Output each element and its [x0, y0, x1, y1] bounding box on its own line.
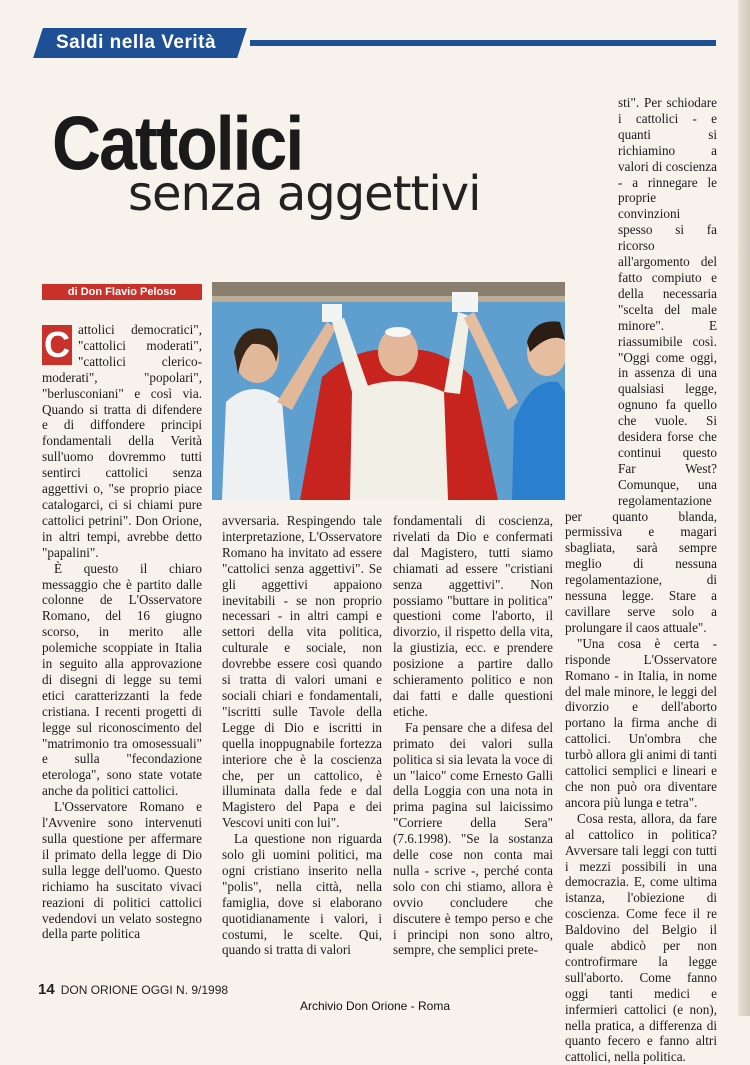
column-4 [565, 95, 717, 1065]
article-subtitle: senza aggettivi [128, 166, 481, 222]
paragraph: Cosa resta, allora, da fare al cattolico in politica? Avversare tali leggi con tutti i mezzi possibili in una democrazia. E, come ultima istanza, l'obiezione di coscienza. Come fece il re Baldovino del Belgio il quale abdicò per non controfirmare la legge sull'aborto. Come fanno oggi tanti medici e infermieri cattolici (e non), nella pratica, a differenza di quanto fecero e fanno altri cattolici, nella politica. [565, 810, 717, 1065]
article-photo [212, 282, 565, 500]
drop-cap: C [44, 324, 70, 365]
section-banner-label: Saldi nella Verità [56, 32, 217, 53]
paragraph: avversaria. Respingendo tale interpretazione, L'Osservatore Romano ha invitato ad essere "cattolici senza aggettivi". Se gli aggettivi appaiono inevitabili - se non proprio necessari - in altri campi e settori della vita politica, culturale e sociale, non dovrebbe essere così quando si tratta di valori umani e sociali chiari e fondamentali, "iscritti sulle Tavole della Legge di Dio e iscritti in quella inoppugnabile fortezza interiore che è la coscienza che, per un cattolico, è illuminata dalla fede e dal Magistero del Papa e dei Vescovi uniti con lui". [222, 513, 382, 831]
paragraph: fondamentali di coscienza, rivelati da Dio e confermati dal Magistero, tutti siamo chiamati ad essere "cristiani senza aggettivi". Non possiamo "buttare in politica" questioni come l'aborto, il divorzio, il rispetto della vita, la giustizia, ecc. e prendere posizione a partire dallo schieramento politico e non dai fatti e dalle questioni etiche. [393, 513, 553, 719]
publication-name: DON ORIONE OGGI N. 9/1998 [60, 983, 229, 997]
section-rule [250, 40, 716, 46]
text-wrap-spacer [565, 95, 618, 505]
column-2 [222, 513, 382, 958]
byline: di Don Flavio Peloso [42, 284, 202, 300]
archive-credit: Archivio Don Orione - Roma [299, 999, 451, 1013]
paragraph: attolici democratici", "cattolici moderati", "cattolici clerico-moderati", "popolari", "berlusconiani" e così via. Quando si tratta di difendere e di diffondere principi fondamentali della Verità sull'uomo dovremmo tutti sentirci cattolici senza aggettivi o, "se proprio piace catalogarci, ci si chiami pure cattolici petrini". Don Orione, in altri tempi, avrebbe detto "papalini". [42, 322, 202, 560]
article-title: Cattolici [52, 101, 303, 187]
photo-pope-with-youths [212, 282, 565, 500]
paragraph: È questo il chiaro messaggio che è partito dalle colonne de L'Osservatore Romano, del 16 giugno scorso, in merito alle polemiche scoppiate in Italia in seguito alla approvazione di disegni di legge su temi etici caratterizzanti la fede cristiana. I recenti progetti di legge sul riconoscimento del "matrimonio tra omosessuali" e sulla "fecondazione eterologa", sono state votate anche da politici cattolici. [42, 560, 202, 799]
paragraph: La questione non riguarda solo gli uomini politici, ma ogni cristiano inserito nella "polis", nella città, nella famiglia, dove si elaborano quotidianamente i valori, i costumi, le scelte. Qui, quando si tratta di valori [222, 831, 382, 958]
paragraph: "Una cosa è certa - risponde L'Osservatore Romano - in Italia, in nome del male minore, le leggi del divorzio e dell'aborto portano la firma anche di cattolici. Un'ombra che turbò allora gli animi di tanti cattolici semplici e lineari e che non può ora diventare ancora più lunga e tetra". [565, 635, 717, 810]
page-spine-shadow [738, 0, 750, 1016]
paragraph: sti". Per schiodare i cattolici - e quanti si richiamino a valori di coscienza - a rinnegare le proprie convinzioni spesso si fa ricorso all'argomento del fatto compiuto e della necessaria "scelta del male minore". E riassumibile così. "Oggi come oggi, in assenza di una qualsiasi legge, ognuno fa quello che vuole. Si desidera forse che continui questo Far West? Comunque, una regolamentazione per quanto blanda, permissiva e magari sbagliata, sarà sempre meglio di nessuna regolamentazione, di nessuna legge. Stare a cavillare serve solo a prolungare il caos attuale". [565, 95, 717, 635]
paragraph: L'Osservatore Romano e l'Avvenire sono intervenuti sulla questione per affermare il primato della legge di Dio sulla legge dell'uomo. Questo richiamo ha suscitato vivaci reazioni di politici cattolici vedendovi un velato sostegno della parte politica [42, 799, 202, 942]
page-number: 14 [38, 981, 55, 998]
section-banner [33, 28, 247, 58]
paragraph: Fa pensare che a difesa del primato dei valori sulla politica si sia levata la voce di un "laico" come Ernesto Galli della Loggia con una nota in prima pagina sul laicissimo "Corriere della Sera" (7.6.1998). "Se la sostanza delle cose non conta mai nulla - scrive -, perché conta solo con chi stiamo, allora è ovvio concludere che discutere è tempo perso e che i principi non sono altro, sempre, che semplici prete- [393, 719, 553, 958]
column-3 [393, 513, 553, 958]
column-1 [42, 322, 202, 942]
page-footer [38, 981, 228, 998]
